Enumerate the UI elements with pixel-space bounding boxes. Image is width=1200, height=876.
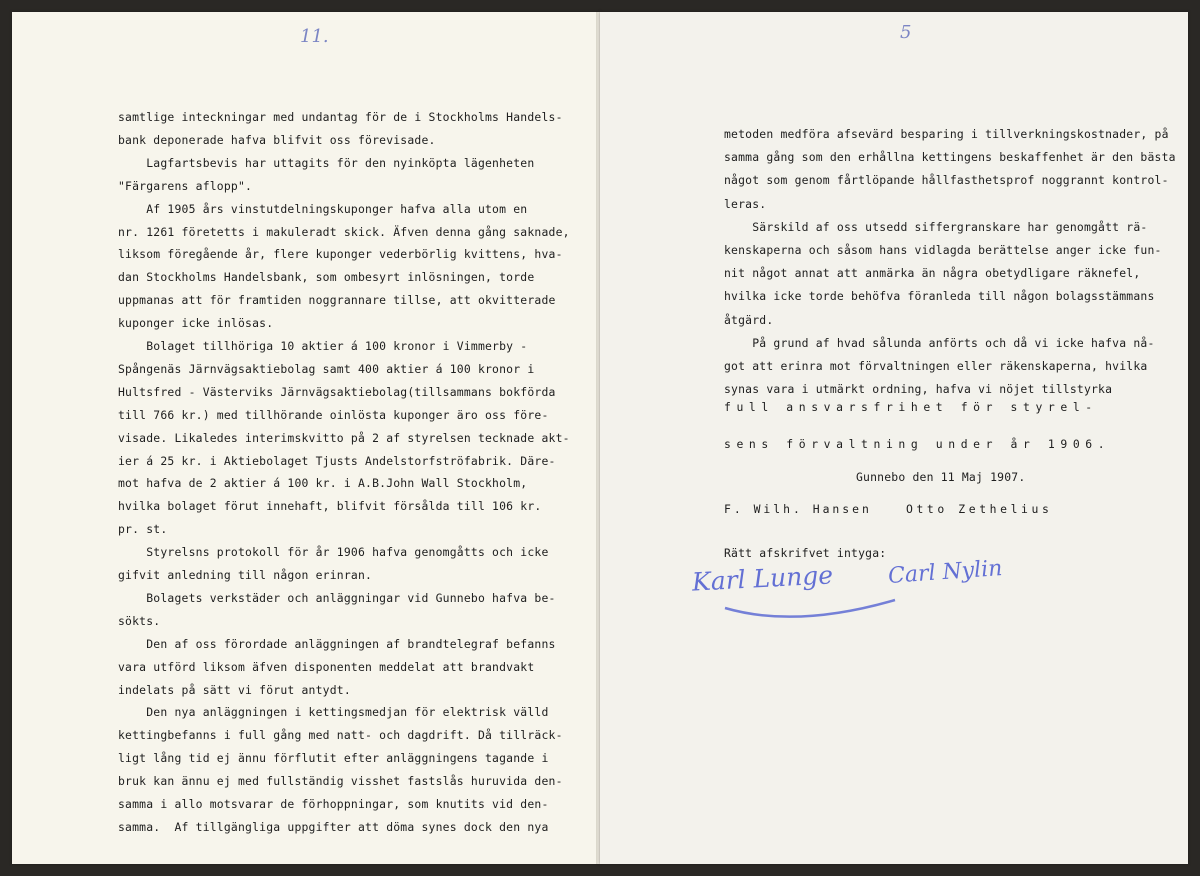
text-line: got att erinra mot förvaltningen eller räkenskaperna, hvilka xyxy=(724,359,1148,373)
attestation: Rätt afskrifvet intyga: xyxy=(724,546,887,560)
spaced-line: sens förvaltning under år 1906. xyxy=(724,437,1111,451)
text-line: kettingbefanns i full gång med natt- och dagdrift. Då tillräck- xyxy=(118,728,563,743)
text-line: synas vara i utmärkt ordning, hafva vi nöjet tillstyrka xyxy=(724,382,1113,397)
text-line: På grund af hvad sålunda anförts och då vi icke hafva nå- xyxy=(724,335,1155,350)
handwritten-signature: Carl Nylin xyxy=(887,556,1004,589)
text-line: Särskild af oss utsedd siffergranskare har genomgått rä- xyxy=(724,219,1148,234)
text-line: liksom föregående år, flere kuponger vederbörlig kvittens, hva- xyxy=(118,247,563,262)
left-page xyxy=(12,12,600,864)
signatory-name: F. Wilh. Hansen xyxy=(724,502,872,516)
text-line: samma. Af tillgängliga uppgifter att döma synes dock den nya xyxy=(118,819,549,834)
text-line: Hultsfred - Västerviks Järnvägsaktiebolag(tillsammans bokförda xyxy=(118,384,556,399)
signatory-name: Otto Zethelius xyxy=(906,502,1053,516)
signature-flourish xyxy=(720,586,920,626)
text-line: till 766 kr.) med tillhörande oinlösta kuponger äro oss före- xyxy=(118,407,549,422)
text-line: nr. 1261 företetts i makuleradt skick. Äfven denna gång saknade, xyxy=(118,224,570,239)
text-line: visade. Likaledes interimskvitto på 2 af styrelsen tecknade akt- xyxy=(118,430,570,445)
text-line: dan Stockholms Handelsbank, som ombesyrt inlösningen, torde xyxy=(118,270,535,285)
right-page xyxy=(600,12,1188,864)
text-line: bruk kan ännu ej med fullständig visshet fastslås huruvida den- xyxy=(118,774,563,789)
text-line: samma gång som den erhållna kettingens beskaffenhet är den bästa xyxy=(724,150,1176,165)
text-line: vara utförd liksom äfven disponenten meddelat att brandvakt xyxy=(118,659,535,674)
text-line: samma i allo motsvarar de förhoppningar, som knutits vid den- xyxy=(118,797,549,811)
text-line: leras. xyxy=(724,196,767,211)
text-line: "Färgarens aflopp". xyxy=(118,178,253,193)
text-line: indelats på sätt vi förut antydt. xyxy=(118,682,351,697)
text-line: något som genom fårtlöpande hållfasthetsprof noggrannt kontrol- xyxy=(724,173,1169,188)
page-number: 11. xyxy=(300,26,329,47)
text-line: metoden medföra afsevärd besparing i tillverkningskostnader, på xyxy=(724,127,1169,141)
text-line: pr. st. xyxy=(118,522,168,537)
text-line: gifvit anledning till någon erinran. xyxy=(118,568,373,582)
place-date: Gunnebo den 11 Maj 1907. xyxy=(856,470,1026,484)
page-number: 5 xyxy=(900,22,912,43)
text-line: Lagfartsbevis har uttagits för den nyinköpta lägenheten xyxy=(118,155,535,170)
text-line: uppmanas att för framtiden noggrannare tillse, att okvitterade xyxy=(118,293,556,308)
text-line: mot hafva de 2 aktier á 100 kr. i A.B.John Wall Stockholm, xyxy=(118,476,528,491)
text-line: Spångenäs Järnvägsaktiebolag samt 400 aktier á 100 kronor i xyxy=(118,361,535,376)
text-line: sökts. xyxy=(118,613,161,628)
text-line: nit något annat att anmärka än några obetydligare räknefel, xyxy=(724,266,1141,281)
text-line: Af 1905 års vinstutdelningskuponger hafva alla utom en xyxy=(118,201,528,216)
text-line: ier á 25 kr. i Aktiebolaget Tjusts Andelstorfströfabrik. Däre- xyxy=(118,453,556,468)
text-line: kuponger icke inlösas. xyxy=(118,316,274,331)
text-line: hvilka bolaget förut innehaft, blifvit försålda till 106 kr. xyxy=(118,499,542,514)
text-line: bank deponerade hafva blifvit oss förevisade. xyxy=(118,132,436,147)
text-line: Styrelsns protokoll för år 1906 hafva genomgåtts och icke xyxy=(118,545,549,560)
text-line: Bolagets verkstäder och anläggningar vid Gunnebo hafva be- xyxy=(118,590,556,605)
text-line: ligt lång tid ej ännu förflutit efter anläggningens tagande i xyxy=(118,751,549,766)
text-line: samtlige inteckningar med undantag för de i Stockholms Handels- xyxy=(118,110,563,124)
text-line: kenskaperna och såsom hans vidlagda berättelse anger icke fun- xyxy=(724,243,1162,257)
text-line: åtgärd. xyxy=(724,312,774,327)
handwritten-signature: Karl Lunge xyxy=(691,560,834,597)
spaced-line: full ansvarsfrihet för styrel- xyxy=(724,400,1098,414)
text-line: hvilka icke torde behöfva föranleda till någon bolagsstämmans xyxy=(724,289,1155,304)
text-line: Den nya anläggningen i kettingsmedjan för elektrisk välld xyxy=(118,705,549,720)
text-line: Den af oss förordade anläggningen af brandtelegraf befanns xyxy=(118,636,556,651)
text-line: Bolaget tillhöriga 10 aktier á 100 kronor i Vimmerby - xyxy=(118,339,528,353)
